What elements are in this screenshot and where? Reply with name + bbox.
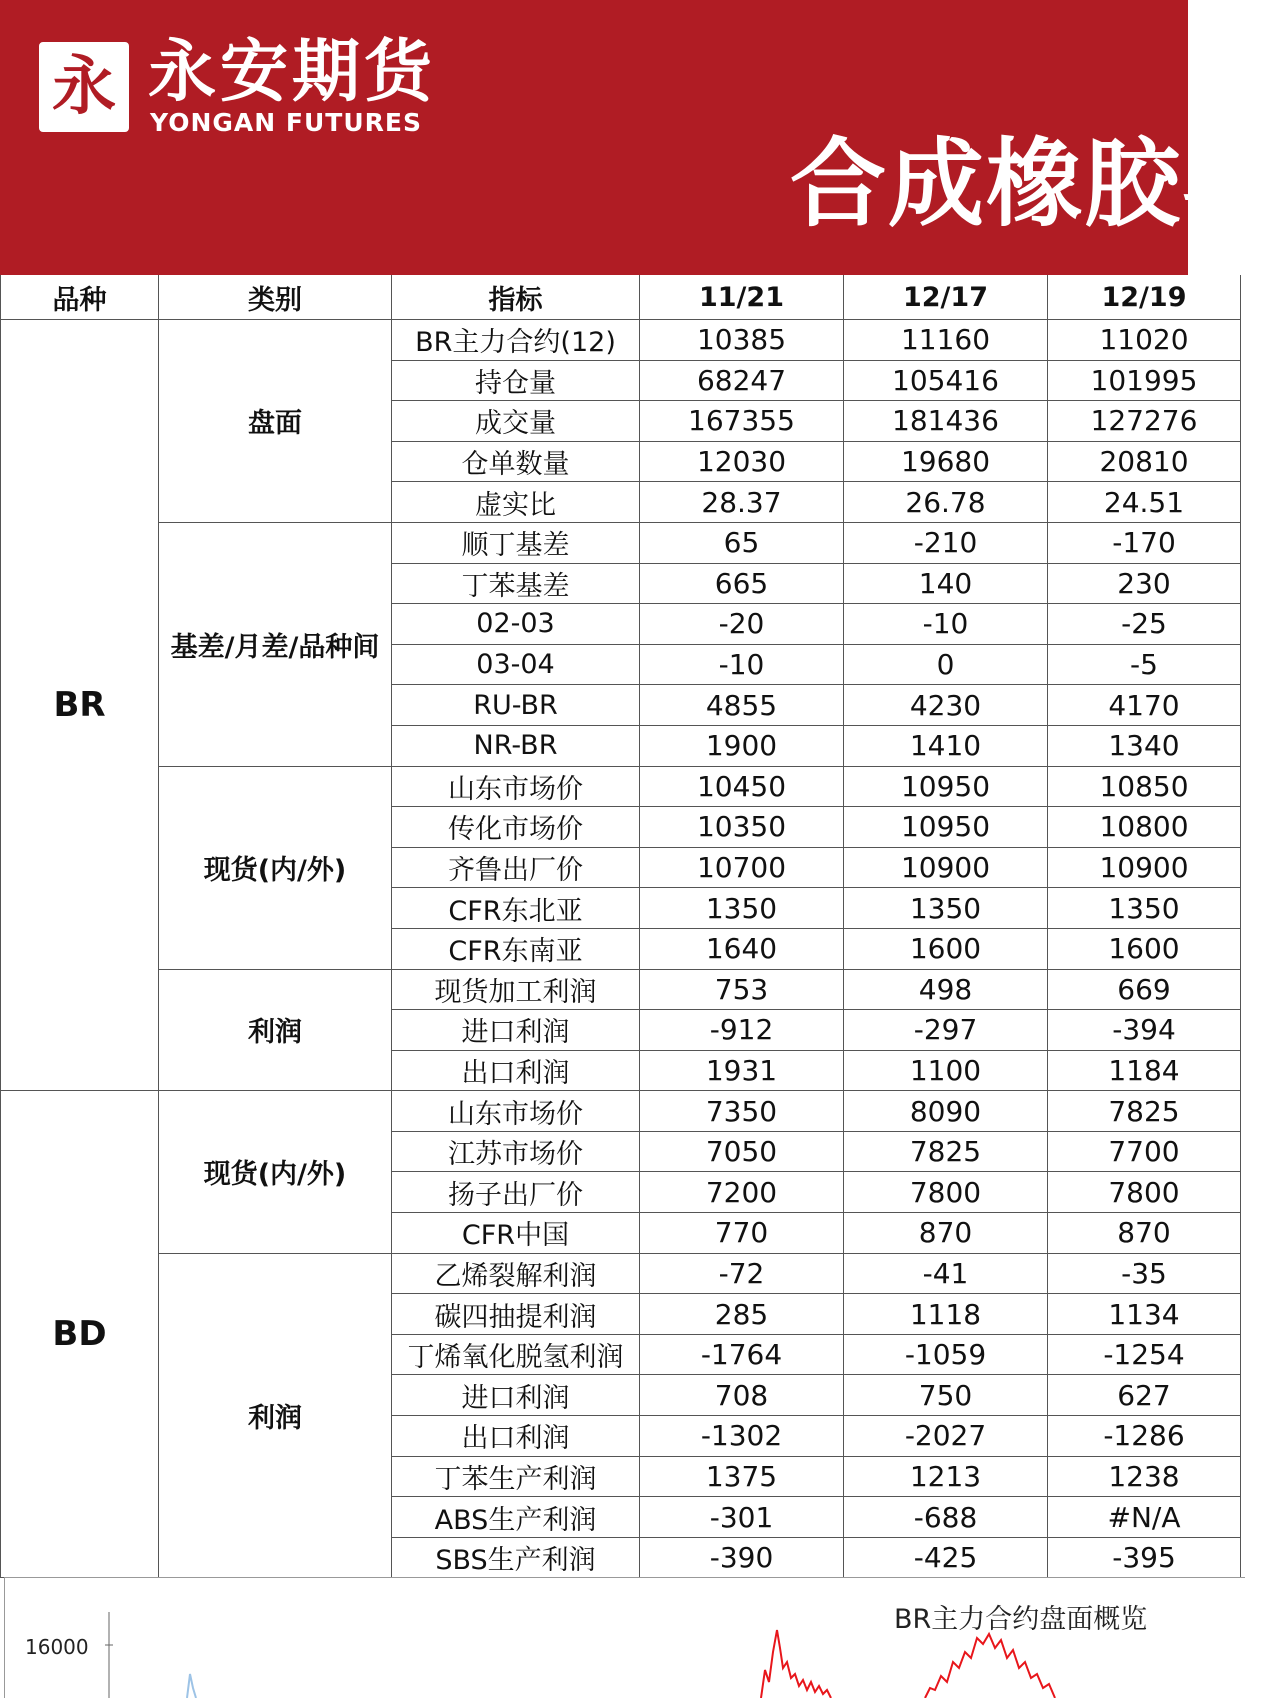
value-cell: 1640 bbox=[640, 928, 844, 969]
value-cell: 1118 bbox=[844, 1294, 1048, 1335]
value-cell: 1340 bbox=[1048, 725, 1241, 766]
metric-cell: SBS生产利润 bbox=[392, 1537, 640, 1578]
value-cell: 285 bbox=[640, 1294, 844, 1335]
value-cell: 10900 bbox=[1048, 847, 1241, 888]
value-cell: -2027 bbox=[844, 1416, 1048, 1457]
category-cell: 利润 bbox=[159, 969, 392, 1091]
value-cell: -1059 bbox=[844, 1334, 1048, 1375]
value-cell: 870 bbox=[844, 1213, 1048, 1254]
value-cell: 1375 bbox=[640, 1456, 844, 1497]
report-title: 合成橡胶早 bbox=[790, 128, 1280, 240]
value-cell: 20810 bbox=[1048, 441, 1241, 482]
metric-cell: RU-BR bbox=[392, 685, 640, 726]
value-cell: 10850 bbox=[1048, 766, 1241, 807]
metric-cell: 03-04 bbox=[392, 644, 640, 685]
metric-cell: 进口利润 bbox=[392, 1010, 640, 1051]
metric-cell: 江苏市场价 bbox=[392, 1131, 640, 1172]
value-cell: -1302 bbox=[640, 1416, 844, 1457]
value-cell: 1134 bbox=[1048, 1294, 1241, 1335]
value-cell: 7200 bbox=[640, 1172, 844, 1213]
value-cell: -912 bbox=[640, 1010, 844, 1051]
y-tick-label: 16000 bbox=[25, 1635, 89, 1659]
value-cell: 10450 bbox=[640, 766, 844, 807]
br-chart-panel bbox=[4, 1577, 1245, 1698]
logo-glyph: 永 bbox=[52, 50, 116, 124]
value-cell: 1900 bbox=[640, 725, 844, 766]
value-cell: 1238 bbox=[1048, 1456, 1241, 1497]
value-cell: -1254 bbox=[1048, 1334, 1241, 1375]
value-cell: 1600 bbox=[1048, 928, 1241, 969]
value-cell: 1410 bbox=[844, 725, 1048, 766]
category-cell: 盘面 bbox=[159, 320, 392, 523]
series-a-line-2 bbox=[925, 1634, 1055, 1698]
value-cell: 708 bbox=[640, 1375, 844, 1416]
value-cell: 7825 bbox=[1048, 1091, 1241, 1132]
value-cell: 105416 bbox=[844, 360, 1048, 401]
metric-cell: NR-BR bbox=[392, 725, 640, 766]
value-cell: 65 bbox=[640, 522, 844, 563]
header-date-2: 12/17 bbox=[844, 275, 1048, 320]
value-cell: 167355 bbox=[640, 401, 844, 442]
value-cell: 10800 bbox=[1048, 807, 1241, 848]
br-chart bbox=[5, 1578, 1245, 1698]
value-cell: 68247 bbox=[640, 360, 844, 401]
value-cell: 8090 bbox=[844, 1091, 1048, 1132]
header-category: 类别 bbox=[159, 275, 392, 320]
series-a-line-1 bbox=[761, 1630, 831, 1698]
table-row bbox=[1, 969, 1241, 1010]
value-cell: -390 bbox=[640, 1537, 844, 1578]
metric-cell: 虚实比 bbox=[392, 482, 640, 523]
metric-cell: 丁苯生产利润 bbox=[392, 1456, 640, 1497]
metric-cell: 齐鲁出厂价 bbox=[392, 847, 640, 888]
value-cell: -25 bbox=[1048, 604, 1241, 645]
value-cell: 26.78 bbox=[844, 482, 1048, 523]
value-cell: 7050 bbox=[640, 1131, 844, 1172]
value-cell: 7800 bbox=[1048, 1172, 1241, 1213]
brand-name-cn: 永安期货 bbox=[148, 33, 437, 112]
category-cell: 现货(内/外) bbox=[159, 1091, 392, 1253]
header-metric: 指标 bbox=[392, 275, 640, 320]
value-cell: #N/A bbox=[1048, 1497, 1241, 1538]
metric-cell: 进口利润 bbox=[392, 1375, 640, 1416]
value-cell: 0 bbox=[844, 644, 1048, 685]
value-cell: 12030 bbox=[640, 441, 844, 482]
metric-cell: 山东市场价 bbox=[392, 1091, 640, 1132]
metric-cell: 顺丁基差 bbox=[392, 522, 640, 563]
value-cell: 10950 bbox=[844, 807, 1048, 848]
value-cell: 140 bbox=[844, 563, 1048, 604]
value-cell: 11020 bbox=[1048, 320, 1241, 361]
metric-cell: 传化市场价 bbox=[392, 807, 640, 848]
metric-cell: 现货加工利润 bbox=[392, 969, 640, 1010]
value-cell: 770 bbox=[640, 1213, 844, 1254]
series-b-line bbox=[187, 1674, 196, 1698]
value-cell: 10385 bbox=[640, 320, 844, 361]
metric-cell: 成交量 bbox=[392, 401, 640, 442]
value-cell: 127276 bbox=[1048, 401, 1241, 442]
table-row bbox=[1, 1253, 1241, 1294]
value-cell: -10 bbox=[844, 604, 1048, 645]
table-row bbox=[1, 1091, 1241, 1132]
value-cell: -5 bbox=[1048, 644, 1241, 685]
value-cell: -394 bbox=[1048, 1010, 1241, 1051]
value-cell: -425 bbox=[844, 1537, 1048, 1578]
value-cell: -1764 bbox=[640, 1334, 844, 1375]
category-cell: 现货(内/外) bbox=[159, 766, 392, 969]
value-cell: 7350 bbox=[640, 1091, 844, 1132]
metric-cell: 02-03 bbox=[392, 604, 640, 645]
header-variety: 品种 bbox=[1, 275, 159, 320]
value-cell: 101995 bbox=[1048, 360, 1241, 401]
metric-cell: 出口利润 bbox=[392, 1416, 640, 1457]
value-cell: 1100 bbox=[844, 1050, 1048, 1091]
metric-cell: 丁烯氧化脱氢利润 bbox=[392, 1334, 640, 1375]
value-cell: 870 bbox=[1048, 1213, 1241, 1254]
value-cell: -395 bbox=[1048, 1537, 1241, 1578]
metric-cell: 乙烯裂解利润 bbox=[392, 1253, 640, 1294]
variety-cell: BR bbox=[1, 320, 159, 1091]
metric-cell: BR主力合约(12) bbox=[392, 320, 640, 361]
chart-title: BR主力合约盘面概览 bbox=[894, 1604, 1148, 1635]
value-cell: -72 bbox=[640, 1253, 844, 1294]
brand-name-en: YONGAN FUTURES bbox=[150, 108, 422, 137]
metric-cell: 山东市场价 bbox=[392, 766, 640, 807]
value-cell: 4230 bbox=[844, 685, 1048, 726]
market-data-table bbox=[0, 275, 1241, 1578]
value-cell: -20 bbox=[640, 604, 844, 645]
metric-cell: 仓单数量 bbox=[392, 441, 640, 482]
value-cell: 1184 bbox=[1048, 1050, 1241, 1091]
value-cell: 1600 bbox=[844, 928, 1048, 969]
category-cell: 基差/月差/品种间 bbox=[159, 522, 392, 766]
metric-cell: CFR东北亚 bbox=[392, 888, 640, 929]
header-date-3: 12/19 bbox=[1048, 275, 1241, 320]
value-cell: 669 bbox=[1048, 969, 1241, 1010]
value-cell: 665 bbox=[640, 563, 844, 604]
metric-cell: 出口利润 bbox=[392, 1050, 640, 1091]
metric-cell: ABS生产利润 bbox=[392, 1497, 640, 1538]
metric-cell: 持仓量 bbox=[392, 360, 640, 401]
value-cell: 1213 bbox=[844, 1456, 1048, 1497]
value-cell: -1286 bbox=[1048, 1416, 1241, 1457]
value-cell: -170 bbox=[1048, 522, 1241, 563]
table-row bbox=[1, 320, 1241, 361]
value-cell: 10700 bbox=[640, 847, 844, 888]
value-cell: 753 bbox=[640, 969, 844, 1010]
value-cell: 1931 bbox=[640, 1050, 844, 1091]
metric-cell: CFR东南亚 bbox=[392, 928, 640, 969]
value-cell: 627 bbox=[1048, 1375, 1241, 1416]
value-cell: 7800 bbox=[844, 1172, 1048, 1213]
value-cell: 1350 bbox=[844, 888, 1048, 929]
value-cell: 19680 bbox=[844, 441, 1048, 482]
variety-cell: BD bbox=[1, 1091, 159, 1578]
value-cell: 230 bbox=[1048, 563, 1241, 604]
metric-cell: 丁苯基差 bbox=[392, 563, 640, 604]
value-cell: 498 bbox=[844, 969, 1048, 1010]
value-cell: 11160 bbox=[844, 320, 1048, 361]
table-header-row bbox=[1, 275, 1241, 320]
value-cell: 7825 bbox=[844, 1131, 1048, 1172]
value-cell: -10 bbox=[640, 644, 844, 685]
value-cell: 24.51 bbox=[1048, 482, 1241, 523]
value-cell: 181436 bbox=[844, 401, 1048, 442]
value-cell: -301 bbox=[640, 1497, 844, 1538]
value-cell: 4855 bbox=[640, 685, 844, 726]
value-cell: -688 bbox=[844, 1497, 1048, 1538]
value-cell: -41 bbox=[844, 1253, 1048, 1294]
value-cell: 7700 bbox=[1048, 1131, 1241, 1172]
value-cell: -210 bbox=[844, 522, 1048, 563]
value-cell: 750 bbox=[844, 1375, 1048, 1416]
value-cell: -297 bbox=[844, 1010, 1048, 1051]
metric-cell: CFR中国 bbox=[392, 1213, 640, 1254]
value-cell: 1350 bbox=[640, 888, 844, 929]
report-header bbox=[0, 0, 1280, 275]
metric-cell: 扬子出厂价 bbox=[392, 1172, 640, 1213]
value-cell: 1350 bbox=[1048, 888, 1241, 929]
value-cell: -35 bbox=[1048, 1253, 1241, 1294]
table-row bbox=[1, 766, 1241, 807]
value-cell: 28.37 bbox=[640, 482, 844, 523]
metric-cell: 碳四抽提利润 bbox=[392, 1294, 640, 1335]
table-row bbox=[1, 522, 1241, 563]
value-cell: 4170 bbox=[1048, 685, 1241, 726]
value-cell: 10900 bbox=[844, 847, 1048, 888]
category-cell: 利润 bbox=[159, 1253, 392, 1578]
value-cell: 10950 bbox=[844, 766, 1048, 807]
value-cell: 10350 bbox=[640, 807, 844, 848]
yongan-logo-icon bbox=[39, 42, 129, 132]
header-date-1: 11/21 bbox=[640, 275, 844, 320]
